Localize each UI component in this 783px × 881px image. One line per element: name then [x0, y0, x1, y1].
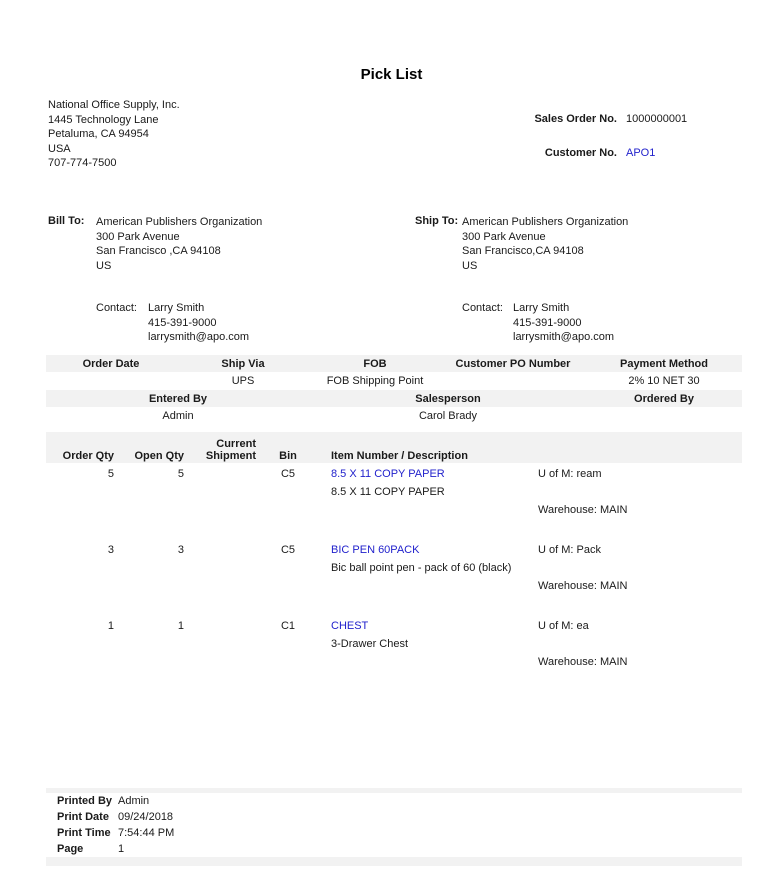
item-number-link[interactable]: BIC PEN 60PACK [331, 544, 420, 556]
open-qty-value: 3 [177, 544, 184, 556]
order-info-header-row-1 [46, 355, 742, 372]
printed-by-row [46, 793, 742, 809]
order-info-value-row-1 [46, 372, 742, 390]
page-number-label: Page [57, 843, 84, 855]
print-footer [46, 788, 742, 866]
customer-po-header: Customer PO Number [455, 357, 571, 370]
ship-to-line1: American Publishers Organization [462, 216, 629, 228]
entered-by-header: Entered By [148, 392, 208, 405]
order-date-header: Order Date [82, 357, 140, 370]
salesperson-header: Salesperson [415, 392, 481, 405]
ship-to-line3: San Francisco,CA 94108 [462, 245, 584, 258]
order-qty-value: 3 [107, 544, 114, 556]
order-info-value-row-2 [46, 407, 742, 425]
bill-to-contact-email: larrysmith@apo.com [148, 331, 250, 344]
print-date-value: 09/24/2018 [118, 811, 174, 823]
ship-to-contact-email: larrysmith@apo.com [513, 331, 615, 344]
bill-to-contact-name: Larry Smith [148, 302, 205, 314]
company-address-block [48, 98, 180, 171]
bill-to-contact-label: Contact: [96, 302, 137, 314]
ship-to-label: Ship To: [415, 215, 459, 227]
order-qty-value: 1 [107, 620, 114, 632]
item-number-link[interactable]: 8.5 X 11 COPY PAPER [331, 468, 445, 480]
open-qty-value: 5 [177, 468, 184, 480]
current-shipment-value [184, 617, 256, 671]
item-description-cell [320, 617, 742, 671]
bill-to-line4: US [96, 259, 112, 272]
customer-number-link[interactable]: APO1 [626, 147, 656, 159]
item-uom: U of M: ea [538, 620, 589, 632]
salesperson-value: Carol Brady [418, 410, 478, 422]
bill-to-line2: 300 Park Avenue [96, 230, 180, 243]
company-phone: 707-774-7500 [48, 157, 117, 170]
bill-to-line3: San Francisco ,CA 94108 [96, 245, 221, 258]
print-date-label: Print Date [57, 811, 109, 823]
item-warehouse: Warehouse: MAIN [538, 656, 628, 668]
item-description: 8.5 X 11 COPY PAPER [331, 486, 445, 498]
sales-order-number-row [400, 113, 687, 125]
item-description-header: Item Number / Description [331, 450, 468, 462]
item-row [46, 465, 742, 519]
company-address1: 1445 Technology Lane [48, 113, 159, 126]
fob-header: FOB [363, 357, 387, 370]
entered-by-value: Admin [162, 410, 194, 422]
printed-by-label: Printed By [57, 795, 113, 807]
fob-value: FOB Shipping Point [326, 375, 424, 387]
payment-method-value: 2% 10 NET 30 [628, 375, 700, 387]
print-date-row [46, 809, 742, 825]
current-shipment-header-line2: Shipment [205, 450, 256, 462]
ordered-by-header: Ordered By [634, 392, 694, 405]
ship-to-line2: 300 Park Avenue [462, 230, 546, 243]
item-uom: U of M: ream [538, 468, 602, 480]
company-address2: Petaluma, CA 94954 [48, 128, 149, 141]
items-table-header [46, 432, 742, 463]
payment-method-header: Payment Method [619, 357, 708, 370]
print-time-row [46, 825, 742, 841]
current-shipment-value [184, 541, 256, 595]
company-name: National Office Supply, Inc. [48, 99, 180, 111]
bill-to-label: Bill To: [48, 215, 85, 227]
current-shipment-header [184, 438, 256, 462]
item-description-cell [320, 541, 742, 595]
item-description: Bic ball point pen - pack of 60 (black) [331, 562, 512, 574]
bill-to-contact-block [148, 301, 249, 345]
ship-to-address [462, 215, 628, 273]
bin-value: C5 [280, 468, 296, 480]
page-number-row [46, 841, 742, 857]
company-country: USA [48, 142, 71, 155]
print-time-label: Print Time [57, 827, 111, 839]
order-info-table [46, 355, 742, 425]
bin-value: C5 [280, 544, 296, 556]
ship-via-header: Ship Via [221, 357, 265, 370]
order-info-header-row-2 [46, 390, 742, 407]
current-shipment-header-line1: Current [216, 438, 256, 450]
items-table [46, 432, 742, 693]
open-qty-value: 1 [177, 620, 184, 632]
ship-to-contact-name: Larry Smith [513, 302, 570, 314]
item-description-cell [320, 465, 742, 519]
current-shipment-value [184, 465, 256, 519]
item-row [46, 617, 742, 671]
page-number-value: 1 [118, 843, 125, 855]
footer-bottom-strip [46, 857, 742, 866]
item-description: 3-Drawer Chest [331, 638, 409, 650]
bin-value: C1 [280, 620, 296, 632]
open-qty-header: Open Qty [134, 450, 184, 462]
bin-header: Bin [279, 450, 297, 462]
item-number-link[interactable]: CHEST [331, 620, 369, 632]
ship-to-contact-label: Contact: [462, 302, 503, 314]
ship-via-value: UPS [231, 375, 255, 387]
item-warehouse: Warehouse: MAIN [538, 580, 628, 592]
bill-to-contact-phone: 415-391-9000 [148, 316, 217, 329]
customer-number-row [400, 147, 655, 159]
ship-to-contact-phone: 415-391-9000 [513, 316, 582, 329]
sales-order-number-label: Sales Order No. [534, 113, 617, 125]
print-time-value: 7:54:44 PM [118, 827, 175, 839]
printed-by-value: Admin [118, 795, 150, 807]
bill-to-line1: American Publishers Organization [96, 216, 263, 228]
item-uom: U of M: Pack [538, 544, 601, 556]
sales-order-number-value: 1000000001 [626, 113, 688, 125]
customer-number-label: Customer No. [544, 147, 617, 159]
ship-to-line4: US [462, 259, 478, 272]
ship-to-contact-block [513, 301, 614, 345]
item-warehouse: Warehouse: MAIN [538, 504, 628, 516]
bill-to-address [96, 215, 262, 273]
item-row [46, 541, 742, 595]
order-qty-value: 5 [107, 468, 114, 480]
page-title: Pick List [360, 66, 423, 83]
order-qty-header: Order Qty [62, 450, 114, 462]
